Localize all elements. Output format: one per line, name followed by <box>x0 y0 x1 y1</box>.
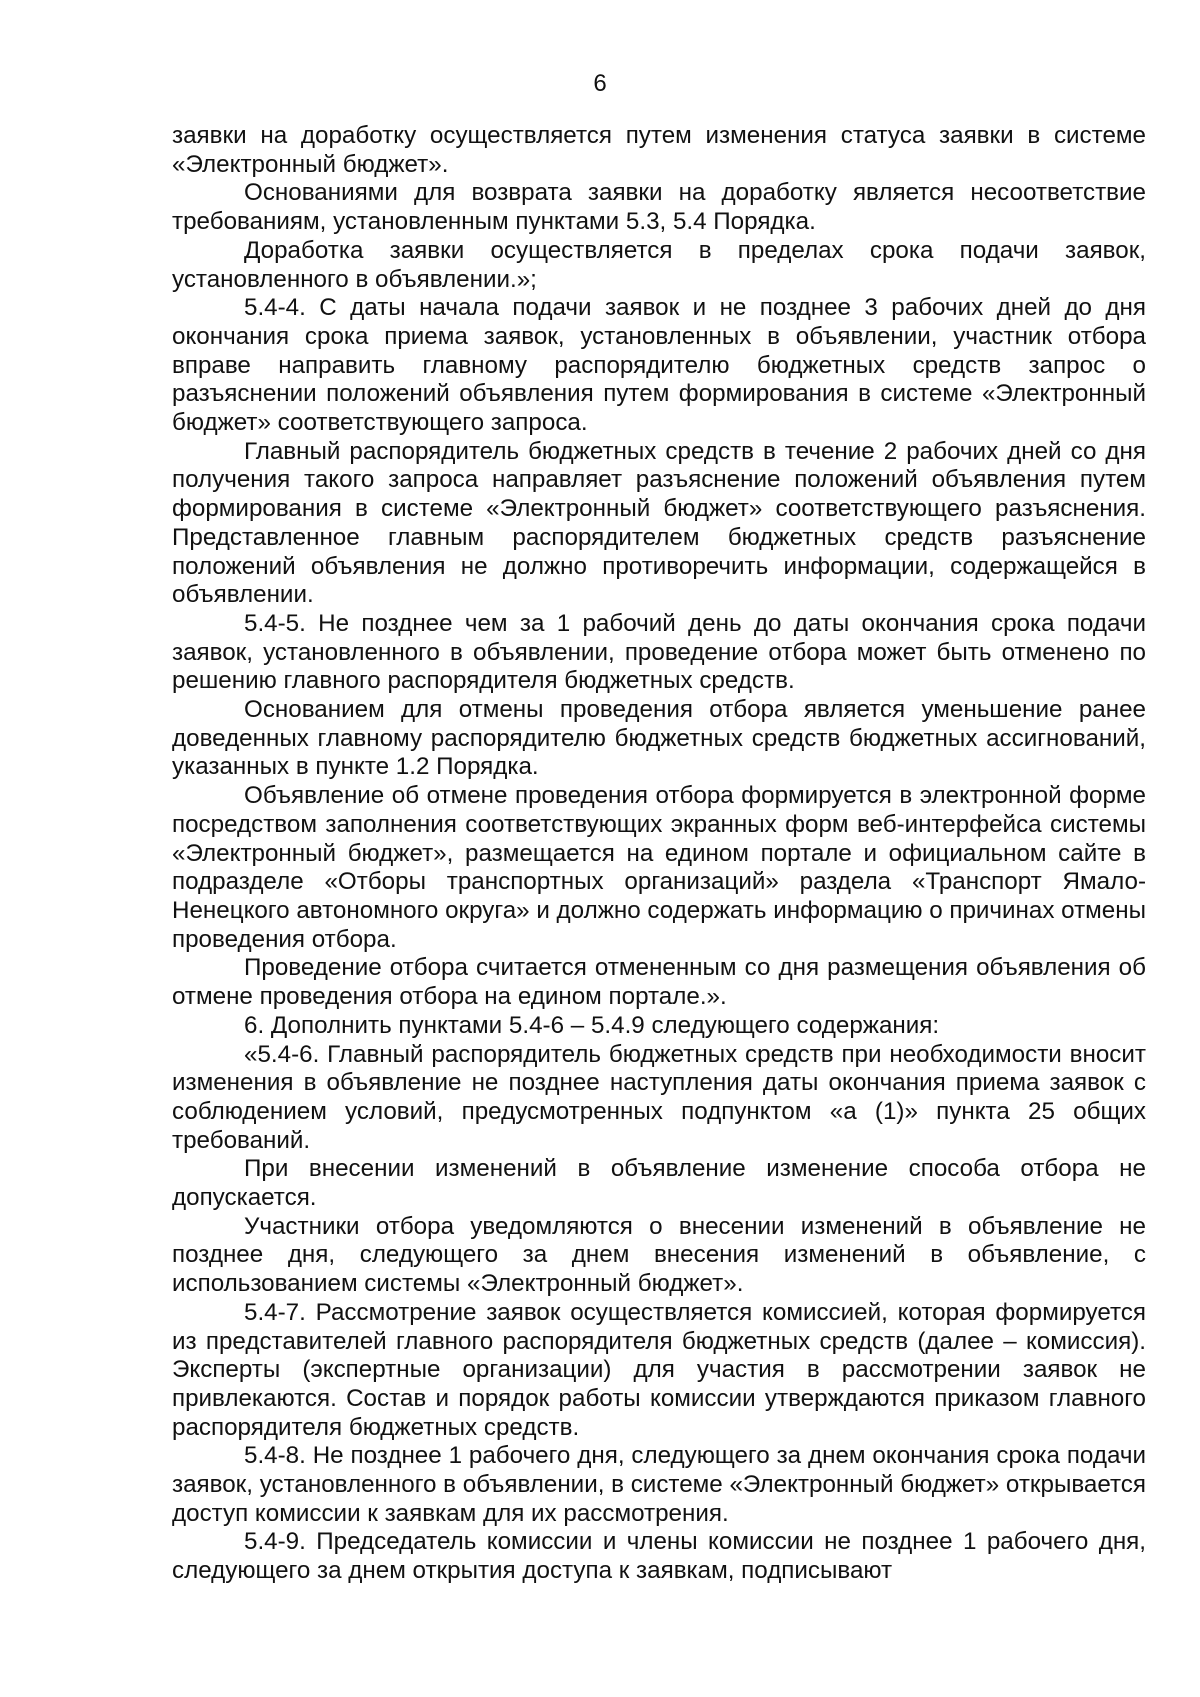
paragraph: 5.4-8. Не позднее 1 рабочего дня, следующего за днем окончания срока подачи заявок, установленного в объявлении, в системе «Электронный бюджет» открывается доступ комиссии к заявкам для их рассмотрения. <box>172 1442 1146 1527</box>
paragraph: Участники отбора уведомляются о внесении изменений в объявление не позднее дня, следующего за днем внесения изменений в объявление, с использованием системы «Электронный бюджет». <box>172 1212 1146 1298</box>
document-body <box>172 122 1146 1586</box>
page-number: 6 <box>593 70 607 97</box>
paragraph: 5.4-4. С даты начала подачи заявок и не позднее 3 рабочих дней до дня окончания срока приема заявок, установленных в объявлении, участник отбора вправе направить главному распорядителю бюджетных средств запрос о разъяснении положений объявления путем формирования в системе «Электронный бюджет» соответствующего запроса. <box>172 294 1146 437</box>
paragraph: «5.4-6. Главный распорядитель бюджетных средств при необходимости вносит изменения в объявление не позднее наступления даты окончания приема заявок с соблюдением условий, предусмотренных подпунктом «а (1)» пункта 25 общих требований. <box>172 1040 1146 1154</box>
paragraph: Основаниями для возврата заявки на доработку является несоответствие требованиям, установленным пунктами 5.3, 5.4 Порядка. <box>172 179 1146 236</box>
paragraph: Объявление об отмене проведения отбора формируется в электронной форме посредством заполнения соответствующих экранных форм веб-интерфейса системы «Электронный бюджет», размещается на едином портале и официальном сайте в подразделе «Отборы транспортных организаций» раздела «Транспорт Ямало-Ненецкого автономного округа» и должно содержать информацию о причинах отмены проведения отбора. <box>172 782 1146 953</box>
paragraph: Главный распорядитель бюджетных средств в течение 2 рабочих дней со дня получения такого запроса направляет разъяснение положений объявления путем формирования в системе «Электронный бюджет» соответствующего разъяснения. Представленное главным распорядителем бюджетных средств разъяснение положений объявления не должно противоречить информации, содержащейся в объявлении. <box>172 437 1146 609</box>
paragraph: 5.4-5. Не позднее чем за 1 рабочий день до даты окончания срока подачи заявок, установленного в объявлении, проведение отбора может быть отменено по решению главного распорядителя бюджетных средств. <box>172 609 1146 695</box>
paragraph: 5.4-7. Рассмотрение заявок осуществляется комиссией, которая формируется из представителей главного распорядителя бюджетных средств (далее – комиссия). Эксперты (экспертные организации) для участия в рассмотрении заявок не привлекаются. Состав и порядок работы комиссии утверждаются приказом главного распорядителя бюджетных средств. <box>172 1298 1146 1441</box>
paragraph: Доработка заявки осуществляется в пределах срока подачи заявок, установленного в объявлении.»; <box>172 236 1146 293</box>
paragraph: При внесении изменений в объявление изменение способа отбора не допускается. <box>172 1155 1146 1212</box>
paragraph: 5.4-9. Председатель комиссии и члены комиссии не позднее 1 рабочего дня, следующего за днем открытия доступа к заявкам, подписывают <box>172 1528 1146 1585</box>
paragraph: Основанием для отмены проведения отбора является уменьшение ранее доведенных главному распорядителю бюджетных средств бюджетных ассигнований, указанных в пункте 1.2 Порядка. <box>172 696 1146 781</box>
paragraph: заявки на доработку осуществляется путем изменения статуса заявки в системе «Электронный бюджет». <box>172 122 1146 178</box>
paragraph: 6. Дополнить пунктами 5.4-6 – 5.4.9 следующего содержания: <box>244 1011 940 1039</box>
paragraph: Проведение отбора считается отмененным со дня размещения объявления об отмене проведения отбора на едином портале.». <box>172 954 1146 1011</box>
